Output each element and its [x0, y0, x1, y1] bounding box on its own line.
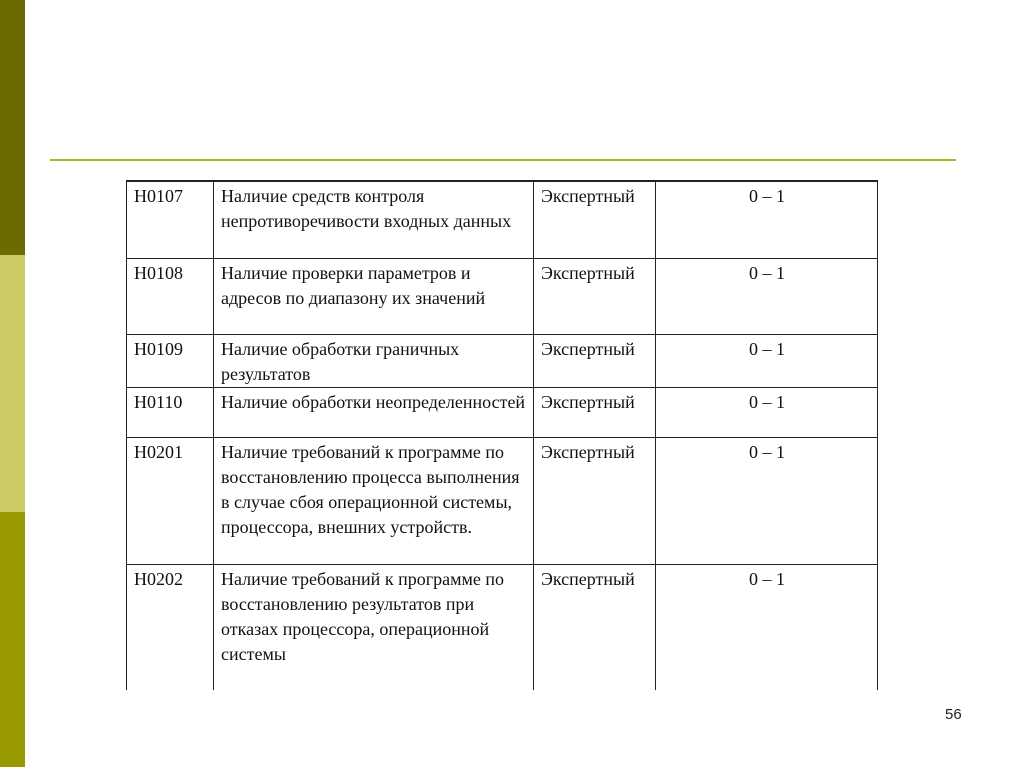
code-cell: Н0109 — [127, 334, 214, 387]
range-cell: 0 – 1 — [656, 334, 878, 387]
table-row — [127, 334, 878, 387]
range-cell: 0 – 1 — [656, 181, 878, 258]
code-cell: Н0110 — [127, 387, 214, 437]
page-number: 56 — [945, 706, 962, 723]
title-divider — [50, 159, 956, 161]
description-cell: Наличие обработки граничных результатов — [214, 334, 534, 387]
sidebar-accent-middle — [0, 255, 25, 512]
table-row — [127, 258, 878, 334]
code-cell: Н0201 — [127, 437, 214, 564]
range-cell: 0 – 1 — [656, 564, 878, 690]
table-row — [127, 387, 878, 437]
code-cell: Н0202 — [127, 564, 214, 690]
method-cell: Экспертный — [534, 334, 656, 387]
code-cell: Н0108 — [127, 258, 214, 334]
description-cell: Наличие требований к программе по восстановлению результатов при отказах процессора, операционной системы — [214, 564, 534, 690]
code-cell: Н0107 — [127, 181, 214, 258]
description-cell: Наличие средств контроля непротиворечивости входных данных — [214, 181, 534, 258]
range-cell: 0 – 1 — [656, 437, 878, 564]
table-row — [127, 437, 878, 564]
sidebar-accent-bottom — [0, 512, 25, 767]
range-cell: 0 – 1 — [656, 258, 878, 334]
description-cell: Наличие обработки неопределенностей — [214, 387, 534, 437]
description-cell: Наличие проверки параметров и адресов по диапазону их значений — [214, 258, 534, 334]
method-cell: Экспертный — [534, 437, 656, 564]
method-cell: Экспертный — [534, 387, 656, 437]
table-row — [127, 564, 878, 690]
sidebar-accent-top — [0, 0, 25, 255]
method-cell: Экспертный — [534, 564, 656, 690]
description-cell: Наличие требований к программе по восстановлению процесса выполнения в случае сбоя операционной системы, процессора, внешних устройств. — [214, 437, 534, 564]
range-cell: 0 – 1 — [656, 387, 878, 437]
method-cell: Экспертный — [534, 181, 656, 258]
table-row — [127, 181, 878, 258]
method-cell: Экспертный — [534, 258, 656, 334]
criteria-table — [126, 180, 878, 690]
